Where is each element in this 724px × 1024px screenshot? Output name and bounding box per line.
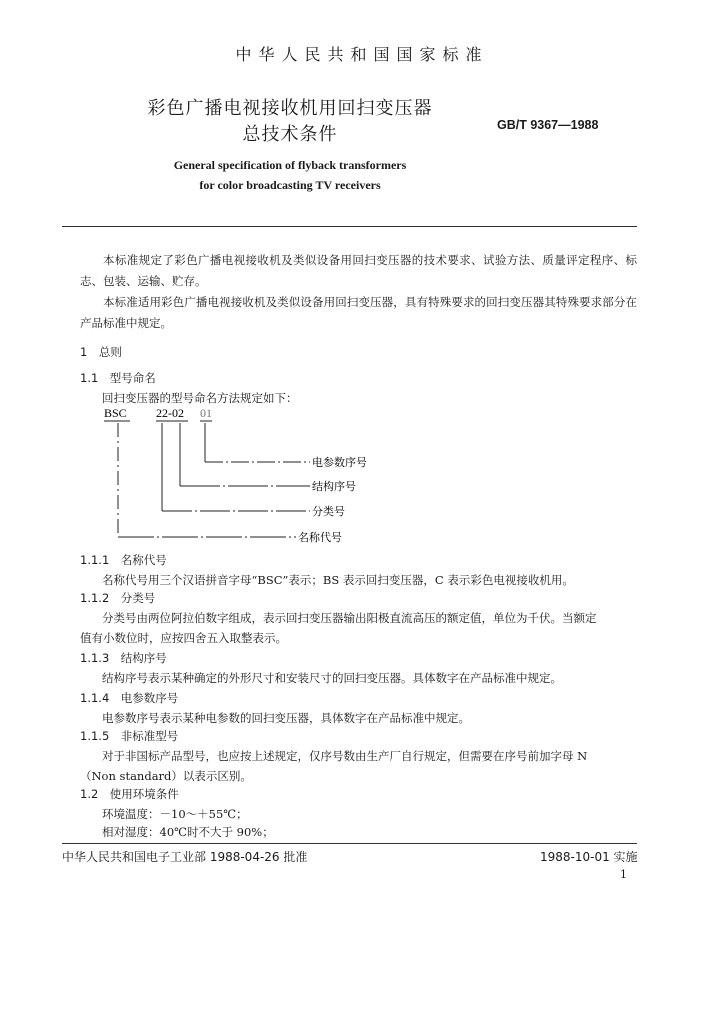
diagram-label-param-no: 电参数序号 bbox=[312, 456, 367, 469]
section-1-1-4-heading: 1.1.4 电参数序号 bbox=[80, 691, 179, 705]
section-1-1-2-text-a: 分类号由两位阿拉伯数字组成，表示回扫变压器输出阳极直流高压的额定值，单位为千伏。当额定 bbox=[102, 611, 597, 625]
env-humidity: 相对湿度：40℃时不大于 90%； bbox=[102, 825, 274, 839]
section-1-1-2-text-b: 值有小数位时，应按四舍五入取整表示。 bbox=[80, 631, 287, 645]
section-1-1-5-text-b: （Non standard）以表示区别。 bbox=[80, 769, 252, 783]
diagram-part-name-code: BSC bbox=[104, 406, 127, 420]
env-temperature: 环境温度：－10～＋55℃； bbox=[102, 807, 248, 821]
english-title-line1: General specification of flyback transformers bbox=[173, 158, 407, 172]
section-1-heading: 1 总则 bbox=[80, 345, 122, 359]
english-title-line2: for color broadcasting TV receivers bbox=[199, 178, 381, 192]
section-1-1-text: 回扫变压器的型号命名方法规定如下： bbox=[102, 391, 298, 405]
issuing-authority: 中华人民共和国国家标准 bbox=[235, 45, 489, 64]
standard-code: GB/T 9367—1988 bbox=[497, 118, 599, 132]
diagram-part-param: 01 bbox=[200, 406, 212, 420]
section-1-2-heading: 1.2 使用环境条件 bbox=[80, 787, 179, 801]
standard-title-line1: 彩色广播电视接收机用回扫变压器 bbox=[147, 98, 433, 119]
approval-note: 中华人民共和国电子工业部 1988-04-26 批准 bbox=[62, 850, 308, 864]
intro-paragraph-2: 本标准适用彩色广播电视接收机及类似设备用回扫变压器，具有特殊要求的回扫变压器其特殊要求部分在产品标准中规定。 bbox=[80, 295, 637, 330]
standard-title-line2: 总技术条件 bbox=[242, 124, 338, 145]
implementation-date: 1988-10-01 实施 bbox=[540, 850, 638, 864]
section-1-1-5-text-a: 对于非国标产品型号，也应按上述规定，仅序号数由生产厂自行规定，但需要在序号前加字母 N bbox=[102, 749, 588, 763]
diagram-part-class-structure: 22-02 bbox=[156, 406, 184, 420]
section-1-1-heading: 1.1 型号命名 bbox=[80, 371, 156, 385]
diagram-label-class-no: 分类号 bbox=[312, 505, 345, 518]
intro-paragraph-1: 本标准规定了彩色广播电视接收机及类似设备用回扫变压器的技术要求、试验方法、质量评定程序、标志、包装、运输、贮存。 bbox=[80, 253, 637, 288]
diagram-label-structure-no: 结构序号 bbox=[312, 480, 356, 493]
footer-divider bbox=[62, 843, 637, 844]
model-naming-diagram bbox=[100, 405, 420, 555]
section-1-1-2-heading: 1.1.2 分类号 bbox=[80, 591, 156, 605]
section-1-1-1-heading: 1.1.1 名称代号 bbox=[80, 553, 167, 567]
section-1-1-3-text: 结构序号表示某种确定的外形尺寸和安装尺寸的回扫变压器。具体数字在产品标准中规定。 bbox=[102, 671, 562, 685]
diagram-label-name-code: 名称代号 bbox=[298, 531, 342, 544]
section-1-1-4-text: 电参数序号表示某种电参数的回扫变压器，具体数字在产品标准中规定。 bbox=[102, 711, 470, 725]
header-divider bbox=[62, 226, 637, 227]
section-1-1-3-heading: 1.1.3 结构序号 bbox=[80, 651, 167, 665]
section-1-1-1-text: 名称代号用三个汉语拼音字母“BSC”表示；BS 表示回扫变压器，C 表示彩色电视接收机用。 bbox=[102, 573, 574, 587]
section-1-1-5-heading: 1.1.5 非标准型号 bbox=[80, 729, 179, 743]
page-number: 1 bbox=[620, 868, 627, 881]
